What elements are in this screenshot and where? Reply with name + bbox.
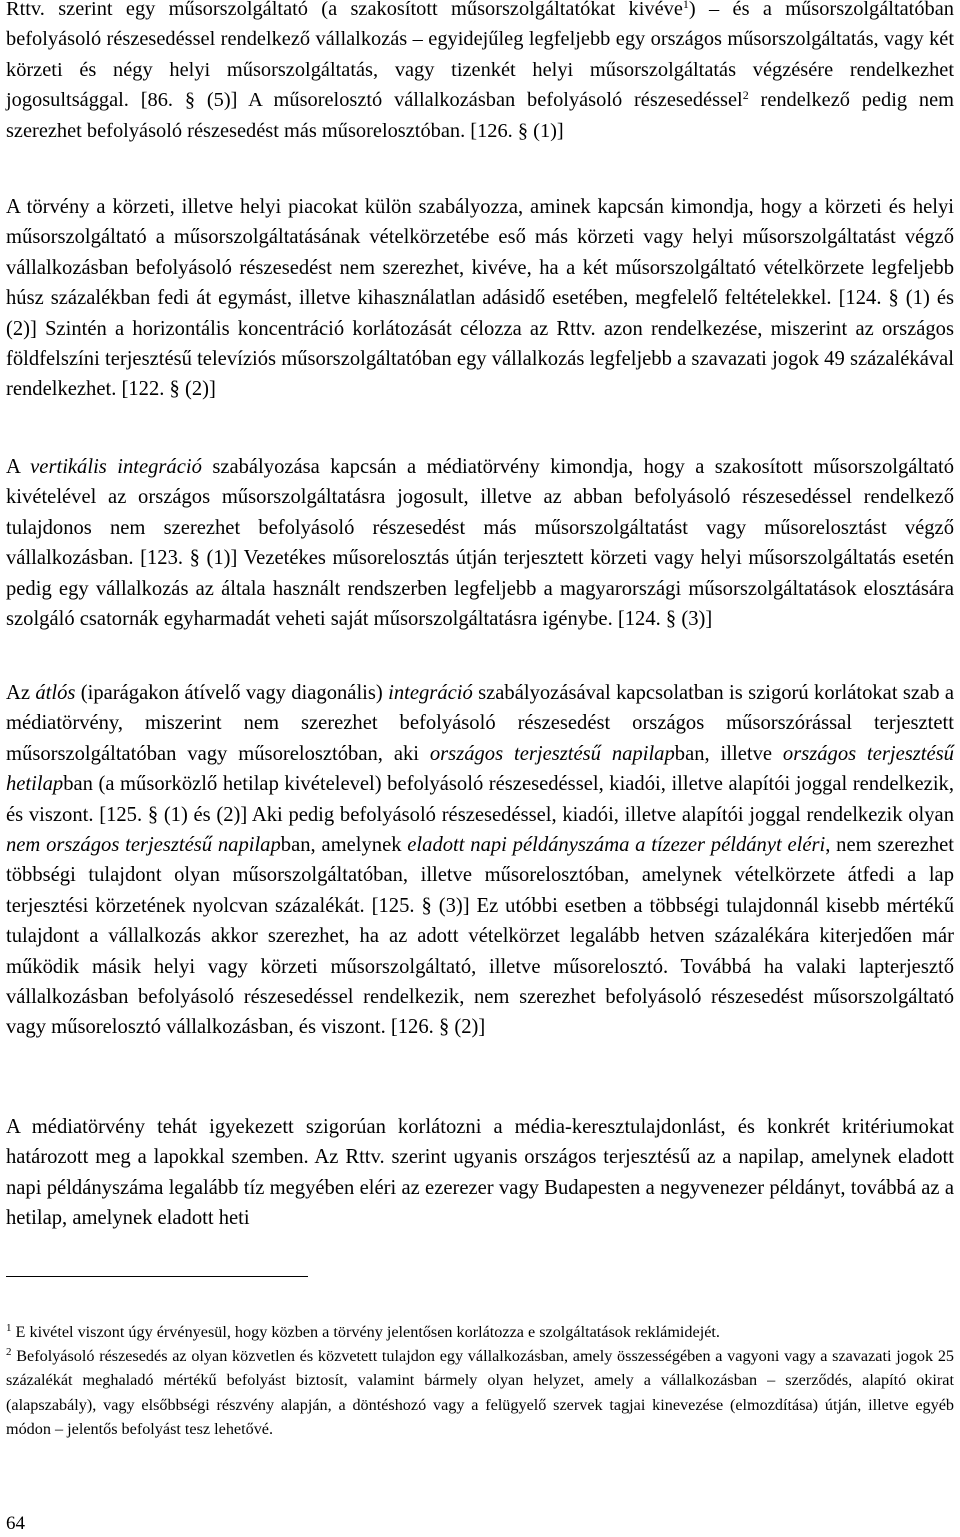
emphasized-text: nem országos terjesztésű napilap [6,834,281,857]
footnote-2-number: 2 [6,1346,12,1359]
emphasized-text: eladott napi példányszáma a tízezer példányt eléri [407,834,826,857]
text-run: A törvény a körzeti, illetve helyi piacokat külön szabályozza, aminek kapcsán kimondja, hogy a körzeti és helyi műsorszolgáltató a műsorszolgáltatásának vételkörzetébe eső más körzeti vagy helyi műsorszolgáltatást végző vállalkozásban befolyásoló részesedést nem szerezhet, kivéve, ha a két műsorszolgáltató vételkörzete legfeljebb húsz százalékban fedi át egymást, illetve kihasználatlan adásidő esetében, megfelelő feltételekkel. [124. § (1) és (2)] Szintén a horizontális koncentráció korlátozását célozza az Rttv. azon rendelkezése, miszerint az országos földfelszíni terjesztésű televíziós műsorszolgáltatóban egy vállalkozás legfeljebb a szavazati jogok 49 százalékával rendelkezhet. [122. § (2)] [6,196,954,401]
text-run: ban, amelynek [280,834,408,857]
paragraph-horizontal-concentration [6,192,954,405]
text-run: A [6,456,31,478]
text-run: szabályozása kapcsán a médiatörvény kimondja, hogy a szakosított műsorszolgáltató kivételével az országos műsorszolgáltatásra jogosult, illetve az abban befolyásoló részesedéssel rendelkező tulajdonos nem szerezhet befolyásoló részesedést más műsorszolgáltatást vagy műsorelosztást végző vállalkozásban. [123. § (1)] Vezetékes műsorelosztás útján terjesztett körzeti vagy helyi műsorszolgáltatás esetén pedig egy vállalkozás az általa használt rendszerben legfeljebb a magyarországi műsorszolgáltatások elosztására szolgáló csatornák egyharmadát veheti saját műsorszolgáltatásra igénybe. [124. § (3)] [6,456,954,631]
paragraph-media-ownership-limits [6,0,954,146]
footnote-1-number: 1 [6,1322,12,1334]
footnote-1-text: E kivétel viszont úgy érvényesül, hogy közben a törvény jelentősen korlátozza e szolgáltatások reklámidejét. [15,1323,720,1341]
emphasized-text: integráció [388,682,473,704]
text-run: , nem szerezhet többségi tulajdont olyan műsorszolgáltatóban, illetve műsorelosztóban, amelynek vételkörzete átfedi a lap terjesztési körzetének nyolcvan százalékát. [125. § (3)] Ez utóbbi esetben a többségi tulajdonnál kisebb mértékű tulajdont a vállalkozás akkor szerezhet, ha az adott vételkörzet legalább hetven százalékára kiterjedően már működik másik helyi vagy körzeti műsorszolgáltató, illetve műsorelosztó. Továbbá ha valaki lapterjesztő vállalkozásban befolyásoló részesedéssel rendelkezik, nem szerezhet befolyásoló részesedést műsorszolgáltató vagy műsorelosztó vállalkozásban, és viszont. [126. § (2)] [6,834,954,1039]
emphasized-text: átlós [35,682,76,704]
footnote-ref: 2 [742,88,749,103]
footnote-separator [6,1276,308,1277]
paragraph-vertical-integration [6,452,954,634]
paragraph-diagonal-integration [6,678,954,1043]
text-run: rendelkező pedig nem szerezhet befolyásoló részesedést más műsorelosztóban. [126. § (1)] [6,89,955,142]
text-run: Rttv. szerint egy műsorszolgáltató (a szakosított műsorszolgáltatókat kivéve [6,0,683,20]
text-run: Az [6,682,36,704]
text-run: A médiatörvény tehát igyekezett szigorúan korlátozni a média-keresztulajdonlást, és konkrét kritériumokat határozott meg a lapokkal szemben. Az Rttv. szerint ugyanis országos terjesztésű az a napilap, amelynek eladott napi példányszáma legalább tíz megyében eléri az ezerezer vagy Budapesten a negyvenezer példányt, továbbá az a hetilap, amelynek eladott heti [6,1116,954,1230]
footnotes [6,1320,954,1441]
paragraph-cross-ownership-summary [6,1112,954,1234]
footnote-2 [6,1344,954,1441]
emphasized-text: vertikális integráció [30,456,202,478]
footnote-1 [6,1320,954,1344]
text-run: ) – és a műsorszolgáltatóban befolyásoló részesedéssel rendelkező vállalkozás – egyidejűleg legfeljebb egy országos műsorszolgáltatás, vagy két körzeti és négy helyi műsorszolgáltatás, vagy tizenkét helyi műsorszolgáltatás végzésére rendelkezhet jogosultsággal. [86. § (5)] A műsorelosztó vállalkozásban befolyásoló részesedéssel [6,0,954,112]
page-number: 64 [6,1513,25,1534]
emphasized-text: országos terjesztésű napilap [429,742,675,765]
text-run: (iparágakon átívelő vagy diagonális) [75,682,389,704]
footnote-2-text: Befolyásoló részesedés az olyan közvetlen és közvetett tulajdon egy vállalkozásban, amely összességében a vagyoni vagy a szavazati jogok 25 százalékát meghaladó mértékű befolyást biztosít, valamint bármely olyan helyzet, amely a vállalkozásban – szerződés, alapító okirat (alapszabály), vagy elsőbbségi részvény alapján, a döntéshozó vagy a felügyelő szervek tagjai kinevezése (elmozdítása) útján, illetve egyéb módon – jelentős befolyást tesz lehetővé. [6,1347,955,1438]
text-run: ban (a műsorközlő hetilap kivételevel) befolyásoló részesedéssel, kiadói, illetve alapítói joggal rendelkezik, és viszont. [125. § (1) és (2)] Aki pedig befolyásoló részesedéssel, kiadói, illetve alapítói joggal rendelkezik olyan [6,773,954,826]
emphasized-text: országos terjesztésű hetilap [6,742,954,796]
text-run: ban, illetve [674,742,783,765]
text-run: szabályozásával kapcsolatban is szigorú korlátokat szab a médiatörvény, miszerint nem szerezhet befolyásoló részesedést országos műsorszórással terjesztett műsorszolgáltatóban vagy műsorelosztóban, aki [6,682,954,765]
footnote-ref: 1 [682,0,689,11]
